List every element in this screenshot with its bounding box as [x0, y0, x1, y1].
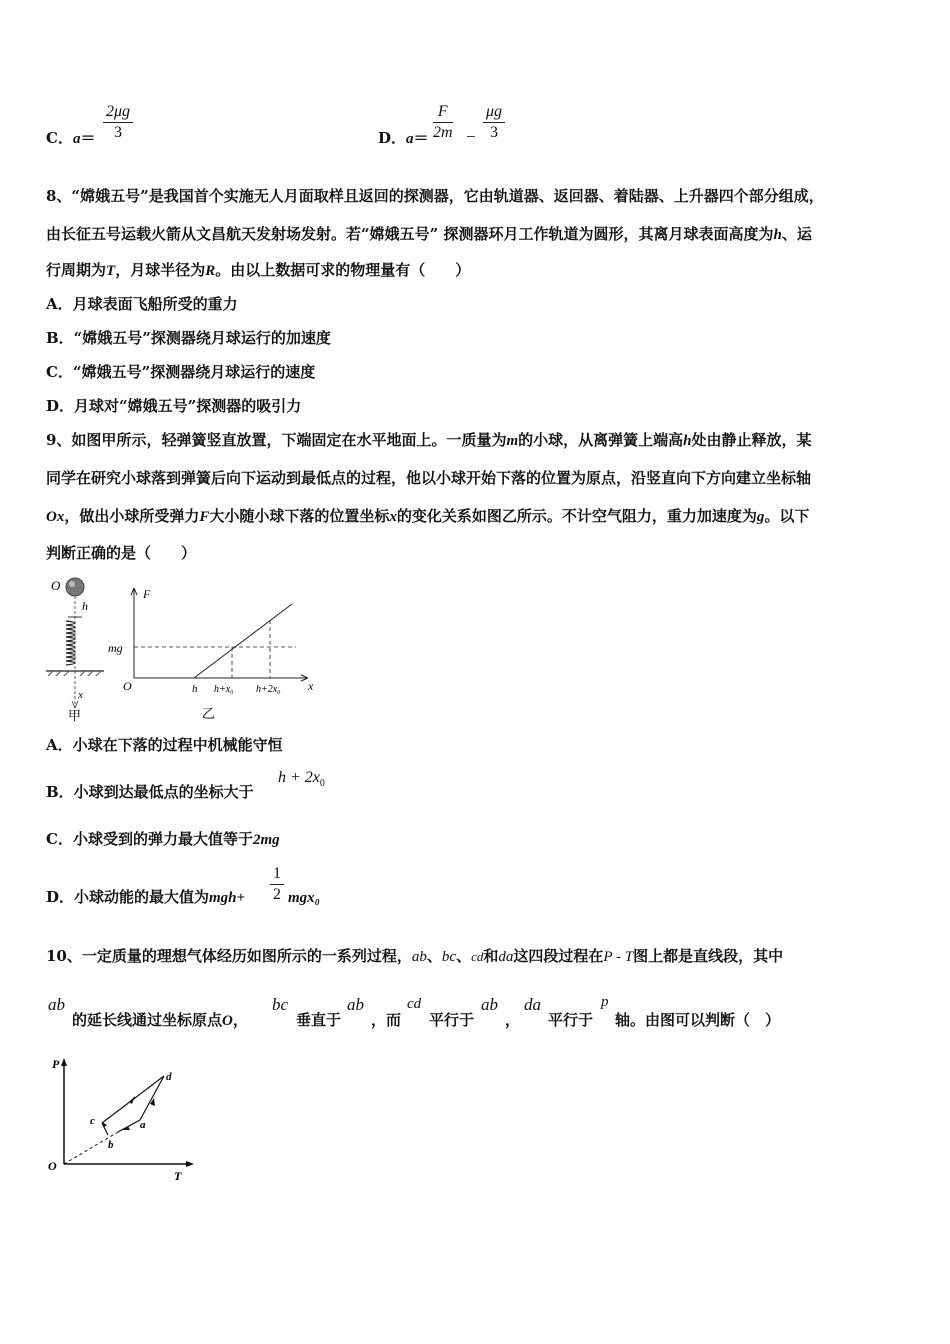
- q10-perp-text: 垂直于: [296, 1011, 342, 1029]
- t-axis-label: T: [174, 1169, 182, 1183]
- q9-stem-line2: 同学在研究小球落到弹簧后向下运动到最低点的过程，他以小球开始下落的位置为原点，沿竖直向下方向建立坐标轴: [46, 469, 812, 487]
- q10-stem-line1: 10、一定质量的理想气体经历如图所示的一系列过程，ab、bc、cd和da这四段过程在P - T图上都是直线段，其中: [46, 947, 784, 965]
- segment-da: [140, 1076, 164, 1120]
- point-b-label: b: [108, 1139, 114, 1151]
- f-axis-label: F: [143, 587, 151, 601]
- q7-option-d-minus: −: [466, 127, 476, 146]
- q10-ab-symbol-2: ab: [347, 995, 364, 1014]
- q10-cd-symbol: cd: [407, 996, 422, 1012]
- q9-stem-line3: Ox，做出小球所受弹力F大小随小球下落的位置坐标x的变化关系如图乙所示。不计空气阻力，重力加速度为g。以下: [46, 507, 810, 525]
- x-axis-label: x: [308, 679, 314, 693]
- ball-highlight: [69, 581, 75, 587]
- force-line: [194, 604, 292, 678]
- q9-option-d-tail: mgx₀: [288, 890, 320, 906]
- q9-figure-yi: [110, 582, 320, 722]
- q7-option-c: C．a＝: [46, 129, 96, 147]
- q7-option-d: D．a＝: [378, 129, 429, 147]
- q9-stem-line4: 判断正确的是（ ）: [46, 544, 197, 562]
- q9-option-c: C．小球受到的弹力最大值等于2mg: [46, 830, 280, 848]
- q9-stem-line1: 9、如图甲所示，轻弹簧竖直放置，下端固定在水平地面上。一质量为m的小球，从离弹簧上端高h处由静止释放，某: [46, 431, 812, 449]
- fig-yi-caption: 乙: [202, 706, 216, 721]
- origin-label: O: [123, 679, 132, 693]
- q8-option-a: A．月球表面飞船所受的重力: [46, 295, 238, 313]
- q10-pt-graph: [44, 1052, 204, 1184]
- q9-option-d-fraction: $\frac{1}{2}$: [270, 864, 284, 905]
- fig-jia-h-label: h: [82, 599, 88, 613]
- q10-para1-text: 平行于: [429, 1011, 475, 1029]
- q10-er-text: ，而: [371, 1011, 402, 1029]
- ball: [66, 578, 84, 596]
- fig-jia-origin-label: O: [51, 578, 61, 593]
- q7-option-d-fraction-1: $\frac{F}{2m}$: [433, 103, 453, 141]
- point-c-label: c: [90, 1115, 95, 1127]
- spring-coil: [66, 621, 75, 665]
- q9-figure-jia: [44, 574, 106, 722]
- q8-stem-line2: 由长征五号运载火箭从文昌航天发射场发射。若“嫦娥五号” 探测器环月工作轨道为圆形，其离月球表面高度为h、运: [46, 225, 812, 243]
- segment-ab: [118, 1120, 140, 1132]
- q10-bc-symbol: bc: [272, 995, 289, 1014]
- q10-ab-symbol-1: ab: [48, 995, 65, 1014]
- q10-ab-symbol-3: ab: [481, 995, 498, 1014]
- q10-para2-text: 平行于: [548, 1011, 594, 1029]
- fig-jia-x-label: x: [78, 689, 83, 701]
- q9-option-b-math: $h + 2x_0$: [278, 769, 325, 790]
- q10-line2-end: 轴。由图可以判断（ ）: [615, 1011, 781, 1029]
- tick-h: h: [192, 683, 198, 695]
- q8-option-d: D．月球对“嫦娥五号”探测器的吸引力: [46, 397, 302, 415]
- ground-hatching: [48, 671, 101, 676]
- q9-option-b: B．小球到达最低点的坐标大于: [46, 783, 254, 801]
- q7-option-c-fraction: $\frac{2\mu g}{3}$: [103, 102, 133, 143]
- mg-label: mg: [108, 641, 123, 655]
- q10-p-symbol: p: [601, 994, 609, 1010]
- point-a-label: a: [140, 1119, 146, 1131]
- p-axis-arrow: [61, 1058, 67, 1066]
- q10-comma: ，: [505, 1011, 521, 1029]
- q8-stem-line3: 行周期为T，月球半径为R。由以上数据可求的物理量有（ ）: [46, 261, 471, 279]
- tick-h-2x0: h+2x₀: [256, 684, 281, 695]
- q9-option-a: A．小球在下落的过程中机械能守恒: [46, 736, 283, 754]
- arrow-cd: [129, 1096, 135, 1104]
- p-axis-label: P: [52, 1057, 60, 1071]
- point-d-label: d: [166, 1071, 172, 1083]
- q8-option-b: B．“嫦娥五号”探测器绕月球运行的加速度: [46, 329, 331, 347]
- q9-option-d: D．小球动能的最大值为mgh+: [46, 888, 246, 906]
- tick-h-x0: h+x₀: [214, 684, 234, 695]
- q7-option-d-fraction-2: $\frac{\mu g}{3}$: [483, 102, 505, 143]
- q8-option-c: C．“嫦娥五号”探测器绕月球运行的速度: [46, 363, 316, 381]
- q10-line2-segment1: 的延长线通过坐标原点O，: [72, 1011, 248, 1029]
- q8-stem-line1: 8、“嫦娥五号”是我国首个实施无人月面取样且返回的探测器，它由轨道器、返回器、着陆器、上升器四个部分组成，: [46, 187, 824, 205]
- origin-label: O: [48, 1159, 57, 1173]
- q10-da-symbol: da: [524, 995, 541, 1014]
- t-axis-arrow: [186, 1161, 194, 1167]
- fig-jia-caption: 甲: [68, 708, 82, 723]
